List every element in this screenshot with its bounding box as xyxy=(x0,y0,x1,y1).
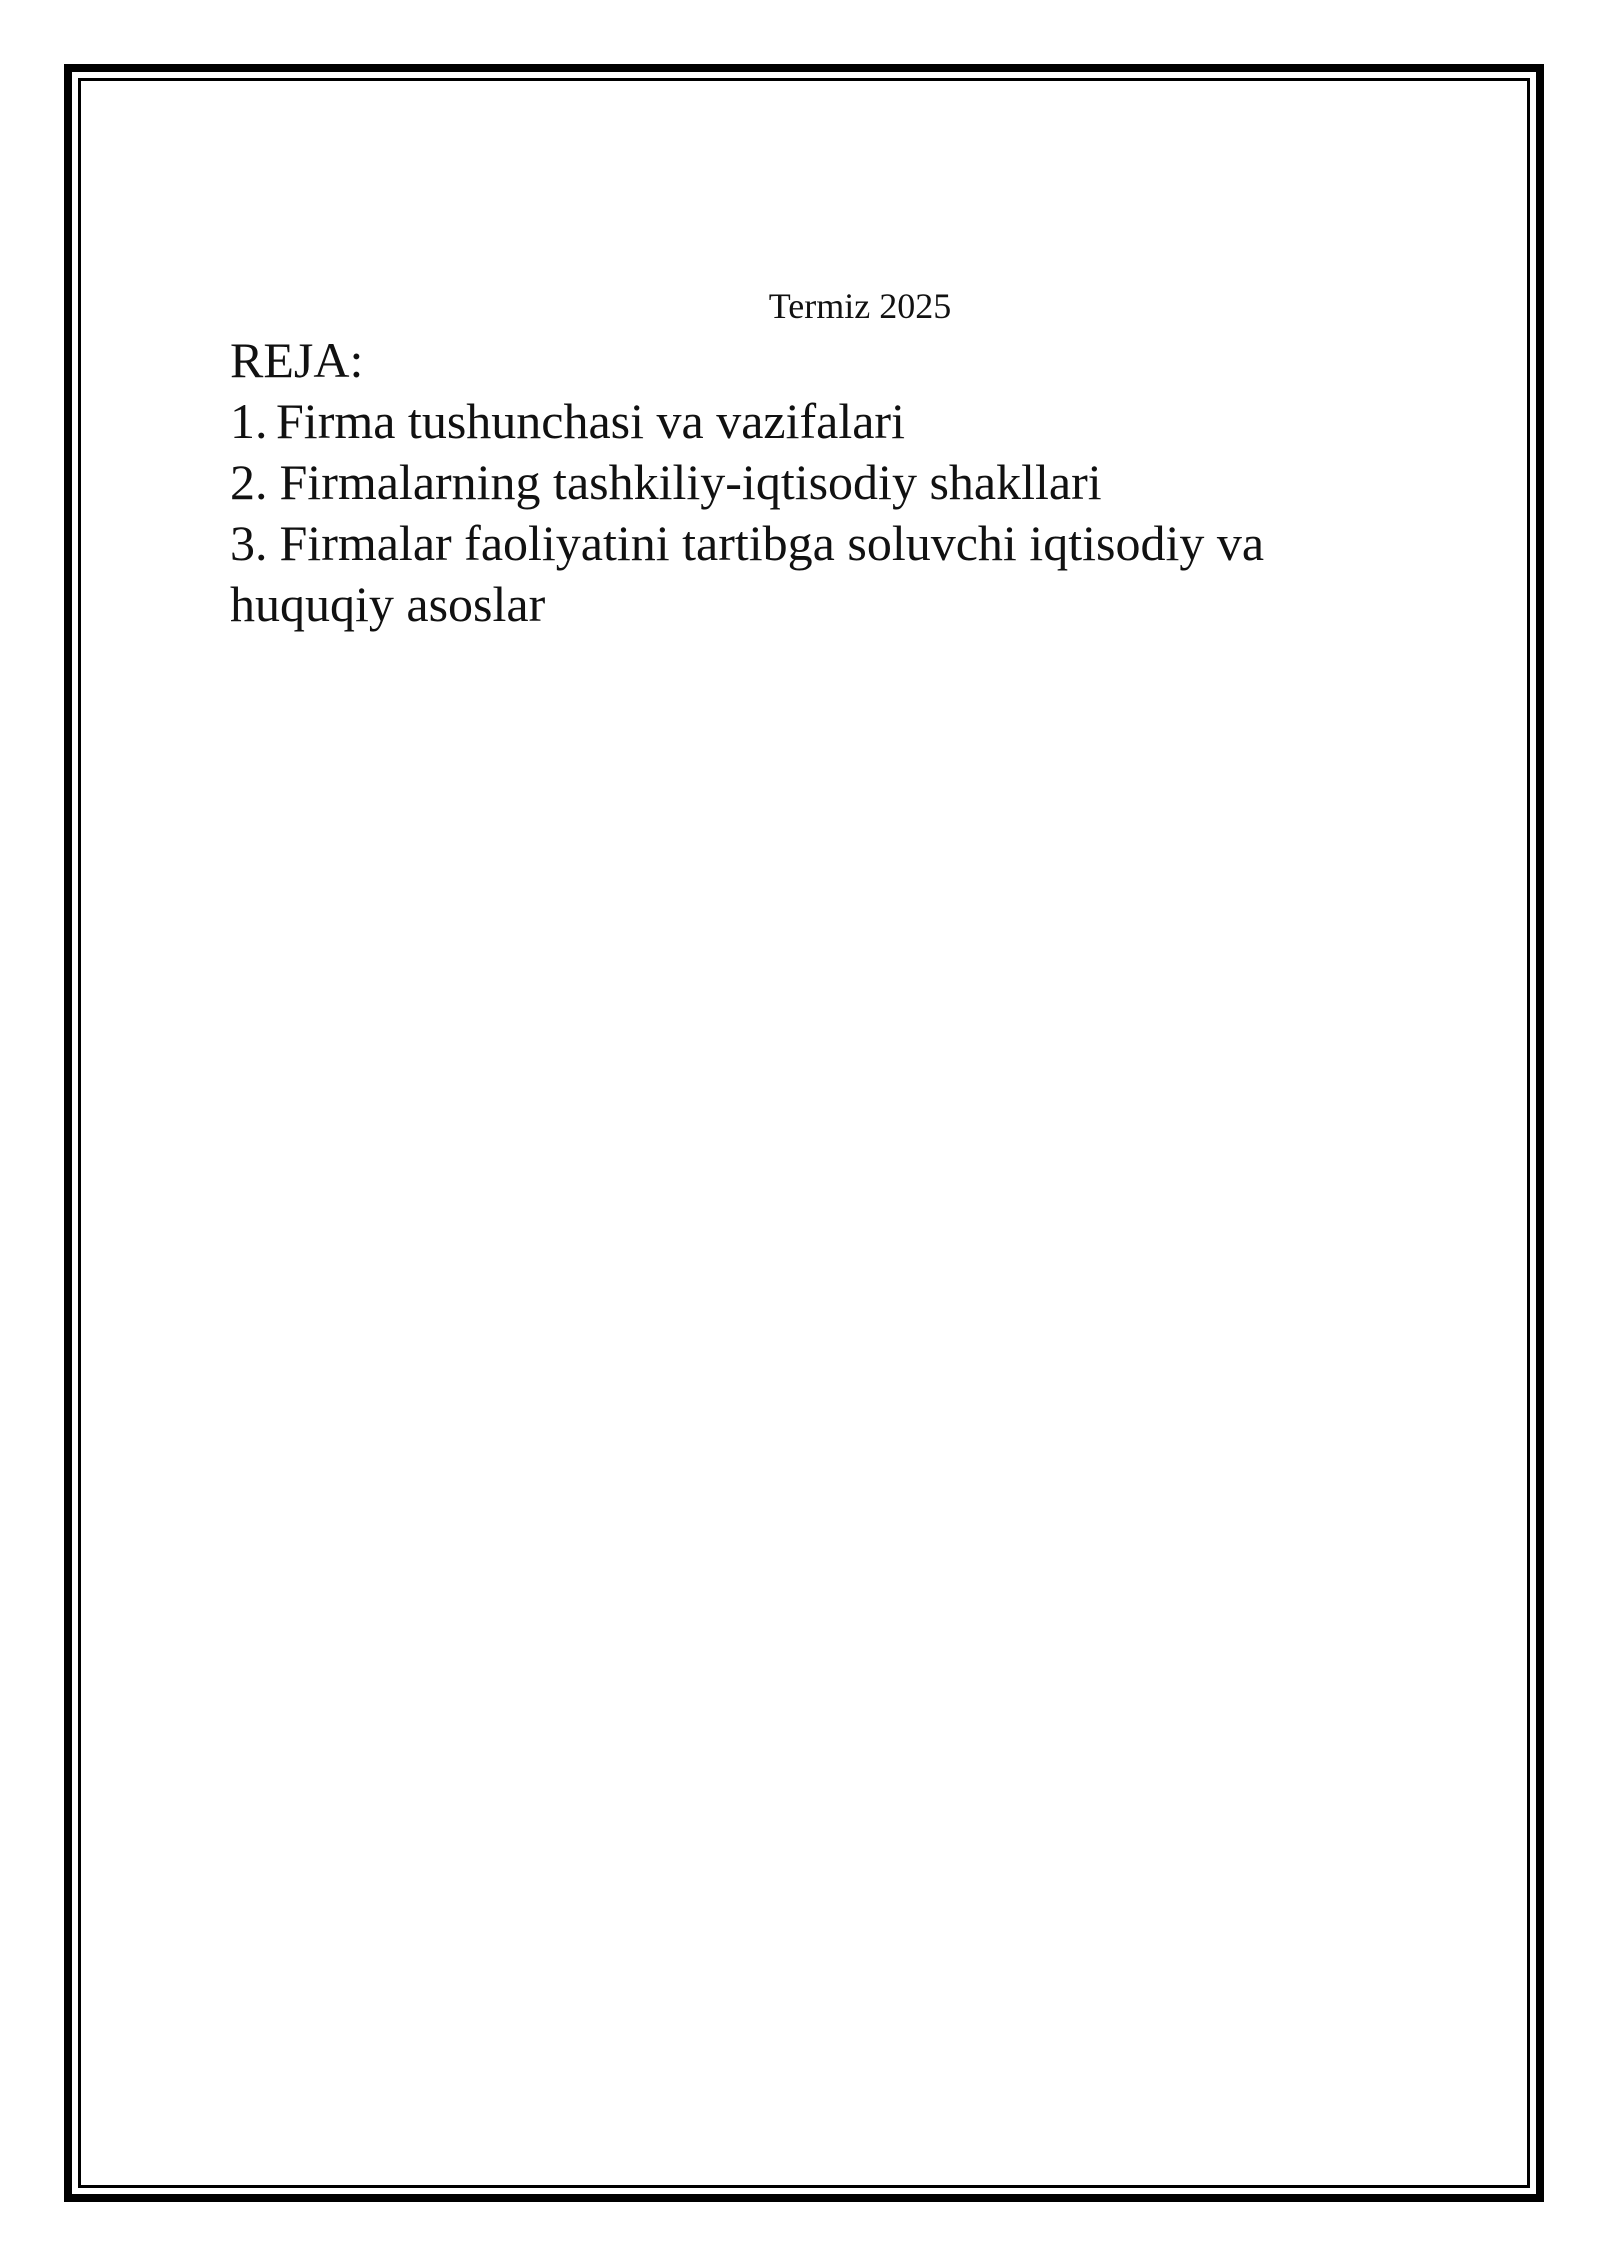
plan-item xyxy=(230,391,1430,452)
plan-list xyxy=(230,391,1430,635)
plan-section xyxy=(230,330,1430,635)
plan-item xyxy=(230,452,1430,513)
plan-item-number: 2. xyxy=(230,454,268,510)
plan-item-number: 3. xyxy=(230,515,268,571)
plan-item-text: Firmalarning tashkiliy-iqtisodiy shakllari xyxy=(279,454,1102,510)
plan-item-number: 1. xyxy=(230,393,268,449)
plan-item-text: Firmalar faoliyatini tartibga soluvchi iqtisodiy va huquqiy asoslar xyxy=(230,515,1265,632)
plan-title: REJA: xyxy=(230,332,364,388)
plan-item xyxy=(230,513,1430,635)
plan-item-text: Firma tushunchasi va vazifalari xyxy=(276,393,905,449)
place-year: Termiz 2025 xyxy=(768,286,952,326)
